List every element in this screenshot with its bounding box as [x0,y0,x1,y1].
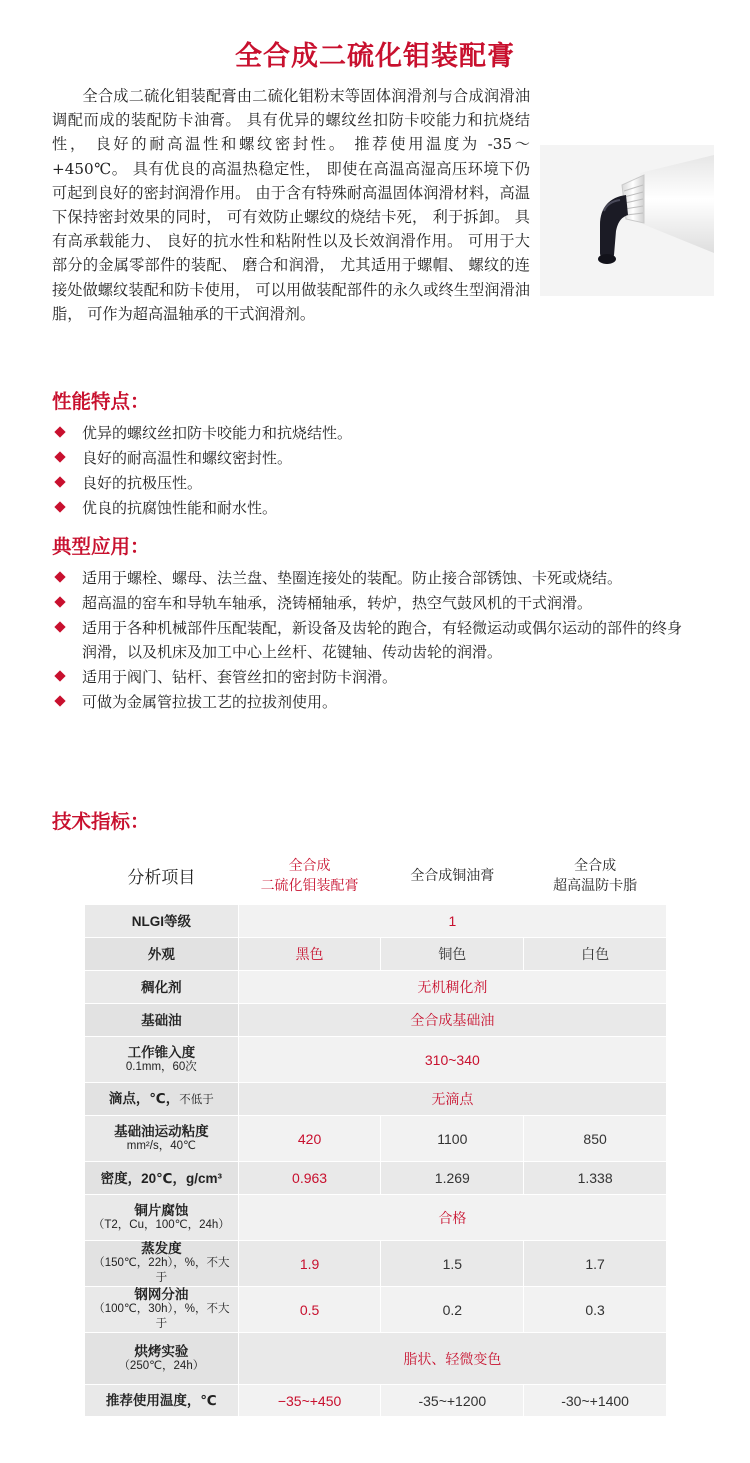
spec-table [84,845,667,1417]
diamond-bullet-icon [54,451,65,462]
diamond-bullet-icon [54,571,65,582]
table-row: 滴点，℃，不低于 无滴点 [85,1083,667,1116]
grease-tube-photo-icon [540,145,714,296]
table-row: 密度，20℃，g/cm³ 0.963 1.269 1.338 [85,1162,667,1195]
diamond-bullet-icon [54,426,65,437]
list-item: 优异的螺纹丝扣防卡咬能力和抗烧结性。 [52,421,692,445]
table-row: 基础油 全合成基础油 [85,1004,667,1037]
specs-title: 技术指标： [52,810,150,833]
header-col3: 全合成 超高温防卡脂 [524,846,667,905]
list-item: 可做为金属管拉拔工艺的拉拔剂使用。 [52,690,692,714]
applications-title: 典型应用： [52,535,150,558]
list-item: 适用于各种机械部件压配装配，新设备及齿轮的跑合，有轻微运动或偶尔运动的部件的终身润滑，以及机床及加工中心上丝杆、花键轴、传动齿轮的润滑。 [52,616,692,664]
table-row: 稠化剂 无机稠化剂 [85,971,667,1004]
list-item: 良好的耐高温性和螺纹密封性。 [52,446,692,470]
header-item: 分析项目 [85,846,239,905]
list-item: 适用于阀门、钻杆、套管丝扣的密封防卡润滑。 [52,665,692,689]
table-row: NLGI等级 1 [85,905,667,938]
list-item: 良好的抗极压性。 [52,471,692,495]
diamond-bullet-icon [54,621,65,632]
table-header-row [85,846,667,905]
product-description: 全合成二硫化钼装配膏由二硫化钼粉末等固体润滑剂与合成润滑油调配而成的装配防卡油膏。 具有优异的螺纹丝扣防卡咬能力和抗烧结性， 良好的耐高温性和螺纹密封性。 推荐使用温度为 -35～ +450℃。 具有优良的高温热稳定性， 即使在高温高湿高压环境下仍可起到良好的密封润滑作用。 由于含有特殊耐高温固体润滑材料，高温下保持密封效果的同时， 可有效防止螺纹的烧结卡死， 利于拆卸。 具有高承载能力、 良好的抗水性和粘附性以及长效润滑作用。 可用于大部分的金属零部件的装配、 磨合和润滑， 尤其适用于螺帽、 螺纹的连接处做螺纹装配和防卡使用， 可以用做装配部件的永久或终生型润滑油脂， 可作为超高温轴承的干式润滑剂。 [52,87,530,323]
diamond-bullet-icon [54,695,65,706]
features-list [52,421,692,521]
diamond-bullet-icon [54,501,65,512]
table-row: 推荐使用温度，℃ −35~+450 -35~+1200 -30~+1400 [85,1385,667,1417]
diamond-bullet-icon [54,476,65,487]
product-photo [540,145,714,296]
applications-list [52,566,692,715]
header-col1: 全合成 二硫化钼装配膏 [238,846,381,905]
features-title: 性能特点： [52,390,150,413]
page-title: 全合成二硫化钼装配膏 [235,41,515,72]
table-row: 工作锥入度 0.1mm，60次 310~340 [85,1037,667,1083]
table-row: 铜片腐蚀 （T2，Cu，100℃，24h） 合格 [85,1195,667,1241]
list-item: 超高温的窑车和导轨车轴承，浇铸桶轴承，转炉，热空气鼓风机的干式润滑。 [52,591,692,615]
table-row: 蒸发度 （150℃，22h），%，不大于 1.9 1.5 1.7 [85,1241,667,1287]
diamond-bullet-icon [54,596,65,607]
header-col2: 全合成铜油膏 [381,846,524,905]
list-item: 优良的抗腐蚀性能和耐水性。 [52,496,692,520]
list-item: 适用于螺栓、螺母、法兰盘、垫圈连接处的装配。防止接合部锈蚀、卡死或烧结。 [52,566,692,590]
table-row: 烘烤实验 （250℃，24h） 脂状、轻微变色 [85,1333,667,1385]
table-row: 外观 黑色 铜色 白色 [85,938,667,971]
table-row: 钢网分油 （100℃，30h），%，不大于 0.5 0.2 0.3 [85,1287,667,1333]
diamond-bullet-icon [54,670,65,681]
table-row: 基础油运动粘度 mm²/s，40℃ 420 1100 850 [85,1116,667,1162]
